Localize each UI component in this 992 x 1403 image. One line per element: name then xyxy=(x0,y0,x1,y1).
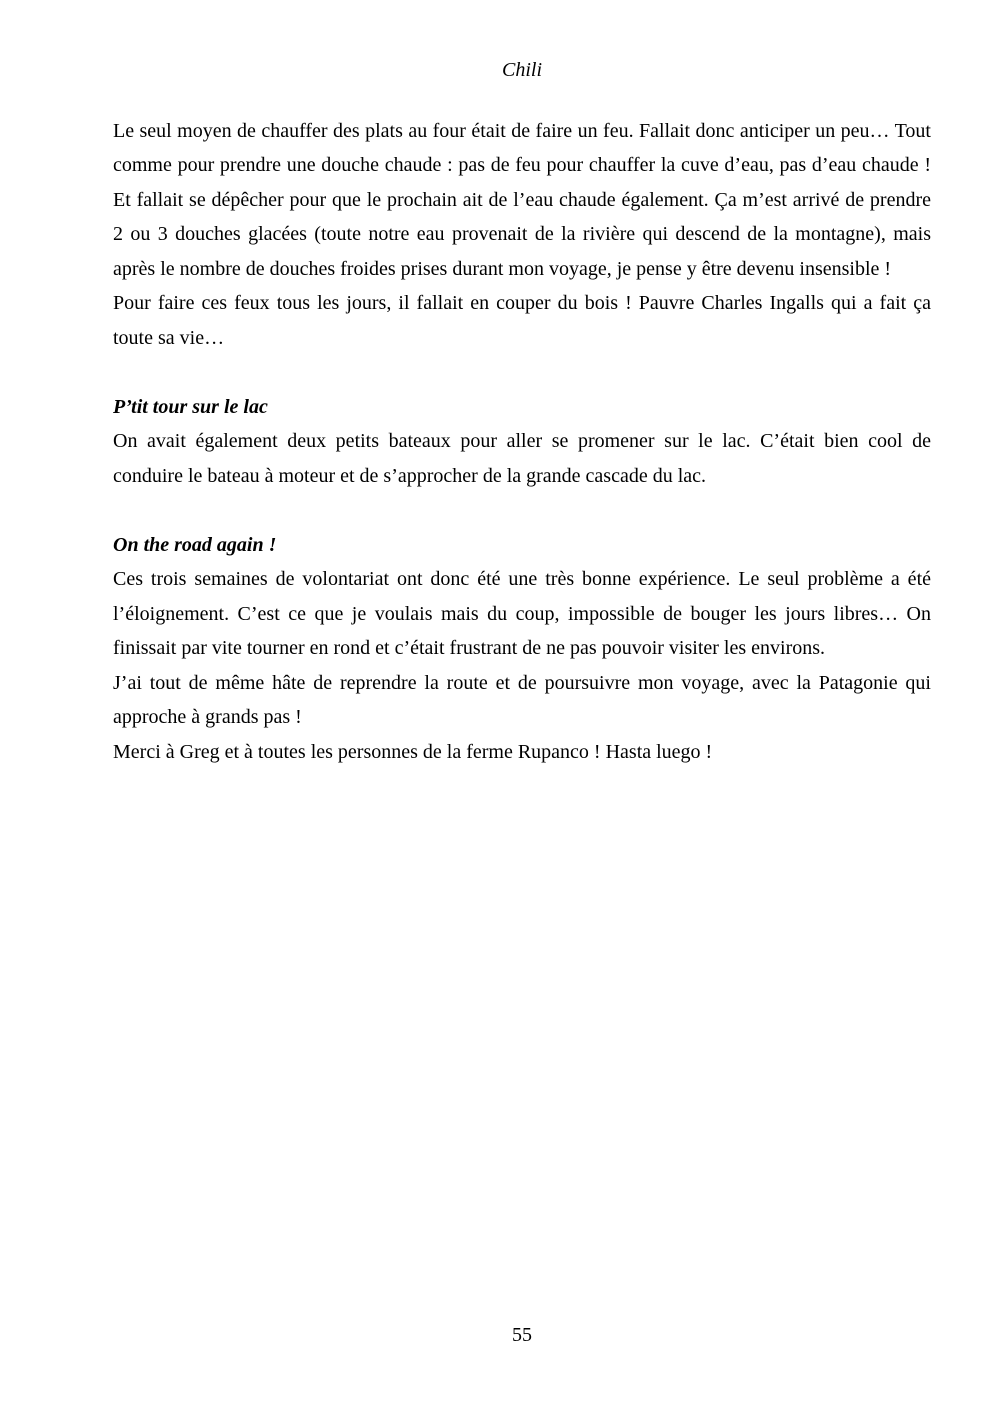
section-heading-lake-tour: P’tit tour sur le lac xyxy=(113,395,268,418)
section-heading-on-the-road: On the road again ! xyxy=(113,533,277,556)
paragraph-thanks: Merci à Greg et à toutes les personnes de la ferme Rupanco ! Hasta luego ! xyxy=(113,740,713,763)
document-body xyxy=(113,114,931,770)
paragraph-volunteering-review: Ces trois semaines de volontariat ont donc été une très bonne expérience. Le seul problème a été l’éloignement. C’est ce que je voulais mais du coup, impossible de bouger les jours libres… On finissait par vite tourner en rond et c’était frustrant de ne pas pouvoir visiter les environs. xyxy=(113,568,931,659)
page-number: 55 xyxy=(512,1324,532,1346)
paragraph-firewood: Pour faire ces feux tous les jours, il fallait en couper du bois ! Pauvre Charles Ingalls qui a fait ça toute sa vie… xyxy=(113,292,931,349)
paragraph-lake-boats: On avait également deux petits bateaux pour aller se promener sur le lac. C’était bien cool de conduire le bateau à moteur et de s’approcher de la grande cascade du lac. xyxy=(113,430,931,487)
paragraph-oven-fire: Le seul moyen de chauffer des plats au four était de faire un feu. Fallait donc anticiper un peu… Tout comme pour prendre une douche chaude : pas de feu pour chauffer la cuve d’eau, pas d’eau chaude ! Et fallait se dépêcher pour que le prochain ait de l’eau chaude également. Ça m’est arrivé de prendre 2 ou 3 douches glacées (toute notre eau provenait de la rivière qui descend de la montagne), mais après le nombre de douches froides prises durant mon voyage, je pense y être devenu insensible ! xyxy=(113,119,931,280)
document-footer xyxy=(113,1318,931,1353)
blank-line xyxy=(113,493,931,528)
document-header xyxy=(113,53,992,88)
blank-line xyxy=(113,355,931,390)
paragraph-patagonia-next: J’ai tout de même hâte de reprendre la route et de poursuivre mon voyage, avec la Patagonie qui approche à grands pas ! xyxy=(113,671,931,728)
chapter-title: Chili xyxy=(501,59,542,81)
